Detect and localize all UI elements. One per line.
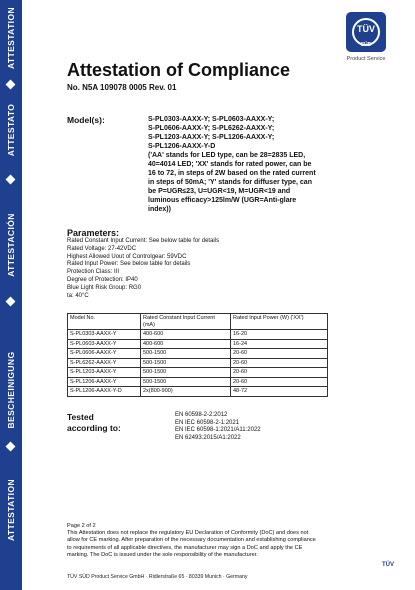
tuv-sud-logo — [346, 12, 386, 52]
models-line: 40=4014 LED; 'XX' stands for rated power, can be — [148, 161, 312, 168]
models-list — [148, 115, 393, 214]
logo-text-top: TÜV — [357, 24, 375, 34]
standard-item: EN 60598-2-2:2012 — [175, 412, 228, 418]
table-row — [68, 339, 328, 349]
sidebar-word-attestato: ATTESTATO — [6, 103, 16, 157]
models-line: index)) — [148, 206, 171, 213]
parameters-title: Parameters: — [67, 228, 120, 238]
parameter-line: Rated Voltage: 27-42VDC — [67, 245, 137, 252]
table-cell: 20-60 — [231, 377, 328, 387]
models-line: S-PL1203-AAXX-Y; S-PL1206-AAXX-Y; — [148, 134, 275, 141]
table-cell: S-PL0606-AAXX-Y — [68, 349, 141, 359]
tested-label: Tested — [67, 412, 94, 422]
parameter-line: Protection Class: III — [67, 269, 120, 276]
standard-item: EN 62493:2015/A1:2022 — [175, 434, 241, 441]
table-cell: S-PL1206-AAXX-Y-D — [68, 387, 141, 397]
sidebar-word-bescheinigung: BESCHEINIGUNG — [6, 351, 16, 429]
models-label: Model(s): — [67, 115, 105, 125]
notice-line: to requirements of all applicable directives, the manufacturer may sign a DoC and apply the CE — [67, 544, 303, 551]
parameter-line: Degree of Protection: IP40 — [67, 276, 138, 283]
models-line: S-PL0606-AAXX-Y; S-PL6262-AAXX-Y; — [148, 125, 275, 132]
table-row — [68, 358, 328, 368]
sidebar-word-attestacion: ATTESTACIÓN — [6, 213, 16, 277]
sidebar-word-attestation-bottom: ATTESTATION — [6, 478, 16, 542]
table-cell: S-PL6262-AAXX-Y — [68, 358, 141, 368]
table-cell: S-PL0303-AAXX-Y — [68, 330, 141, 340]
table-cell: 48-72 — [231, 387, 328, 397]
table-header: Rated Constant Input Current (mA) — [141, 314, 231, 330]
parameter-line: Highest Allowed Uout of Controlgear: 59VDC — [67, 253, 187, 260]
parameter-line: Rated Input Power: See below table for details — [67, 261, 191, 268]
company-address: TÜV SÜD Product Service GmbH · Ridlerstraße 65 · 80339 Munich · Germany — [67, 574, 248, 580]
sidebar-band — [0, 0, 22, 590]
table-row — [68, 368, 328, 378]
table-cell: 500-1500 — [141, 358, 231, 368]
models-line: be P=UGR≤23, U=UGR<19, M=UGR<19 and — [148, 188, 291, 195]
table-row — [68, 330, 328, 340]
table-cell: 400-600 — [141, 330, 231, 340]
models-line: luminous efficacy>125lm/W (UGR=Anti-glare — [148, 197, 297, 204]
according-to-label: according to: — [67, 423, 121, 433]
parameter-line: Blue Light Risk Group: RG0 — [67, 284, 142, 291]
parameter-line: Rated Constant Input Current: See below table for details — [67, 238, 220, 244]
parameters-list — [67, 238, 387, 300]
footer-notice — [67, 523, 392, 559]
table-row — [68, 377, 328, 387]
table-cell: 16-20 — [231, 330, 328, 340]
models-line: ('AA' stands for LED type, can be 28=2835 LED, — [148, 152, 306, 159]
logo-text-bottom: SÜD — [360, 42, 372, 48]
table-cell: 2x(800-900) — [141, 387, 231, 397]
parameter-line: ta: 40°C — [67, 292, 89, 299]
standards-list — [175, 412, 261, 442]
standard-item: EN IEC 60598-1:2021/A11:2022 — [175, 427, 261, 434]
diamond-icon — [6, 175, 16, 185]
table-row — [68, 349, 328, 359]
standard-item: EN IEC 60598-2-1:2021 — [175, 419, 240, 426]
table-cell: 20-60 — [231, 349, 328, 359]
notice-line: allow for CE marking. After preparation of the necessary documentation and establishing compliance — [67, 537, 316, 544]
diamond-icon — [6, 297, 16, 307]
sidebar-word-attestation: ATTESTATION — [6, 6, 16, 70]
table-cell: 400-600 — [141, 339, 231, 349]
page-title: Attestation of Compliance — [67, 60, 291, 80]
notice-line: This Attestation does not replace the regulatory EU Declaration of Conformity (DoC) and does not — [67, 530, 309, 537]
diamond-icon — [6, 442, 16, 452]
notice-line: marking. The DoC is issued under the sole responsibility of the manufacturer. — [67, 551, 258, 558]
document-number: No. N5A 109078 0005 Rev. 01 — [67, 83, 177, 92]
models-line: S-PL1206-AAXX-Y-D — [148, 143, 216, 150]
table-cell: 500-1500 — [141, 368, 231, 378]
table-cell: 16-24 — [231, 339, 328, 349]
table-row — [68, 387, 328, 397]
table-cell: 20-60 — [231, 358, 328, 368]
table-cell: 20-60 — [231, 368, 328, 378]
tuv-mark: TÜV — [382, 562, 394, 568]
table-cell: 500-1500 — [141, 349, 231, 359]
table-cell: S-PL1206-AAXX-Y — [68, 377, 141, 387]
models-line: 16 to 72, in steps of 2W based on the rated current — [148, 170, 316, 177]
table-cell: S-PL0603-AAXX-Y — [68, 339, 141, 349]
table-header: Rated Input Power (W) ('XX') — [231, 314, 328, 330]
table-header: Model No. — [68, 314, 141, 330]
logo-subtitle: Product Service — [346, 56, 386, 62]
page-number: Page 2 of 2 — [67, 523, 96, 529]
models-line: S-PL0303-AAXX-Y; S-PL0603-AAXX-Y; — [148, 116, 275, 123]
table-cell: 500-1500 — [141, 377, 231, 387]
table-header-row — [68, 314, 328, 330]
table-cell: S-PL1203-AAXX-Y — [68, 368, 141, 378]
ratings-table — [67, 313, 328, 397]
diamond-icon — [6, 80, 16, 90]
models-line: in steps of 50mA; 'Y' stands for diffuser type, can — [148, 179, 312, 186]
